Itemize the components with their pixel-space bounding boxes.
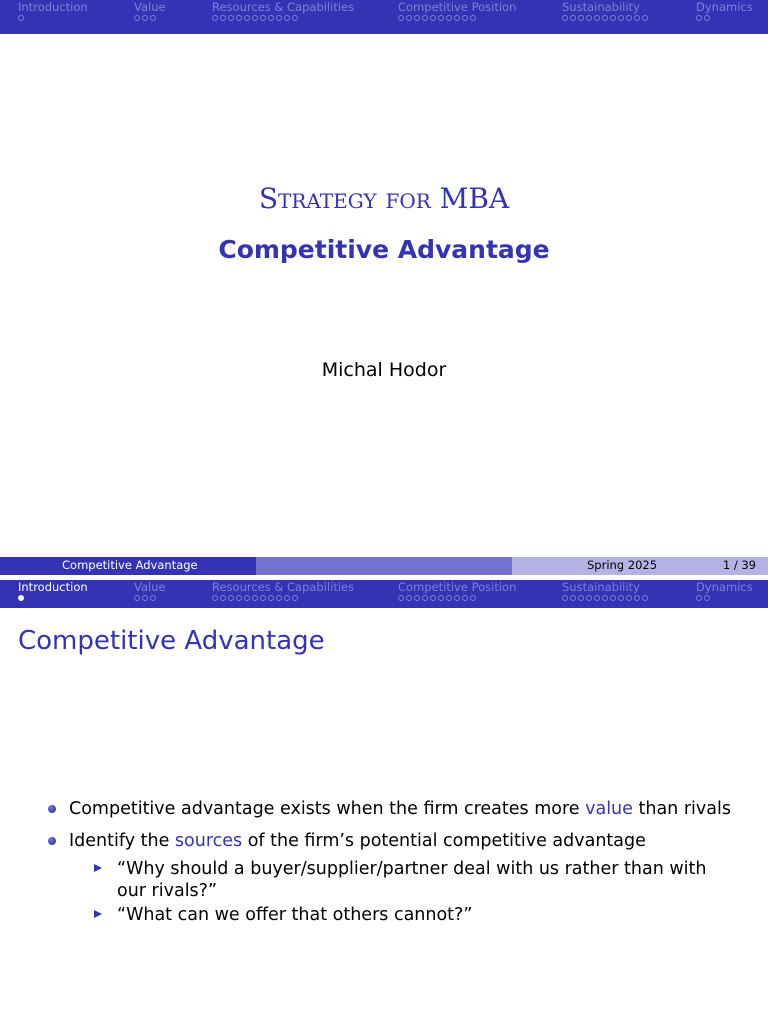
footer-short-title: Competitive Advantage <box>62 558 198 572</box>
nav-section-dynamics[interactable]: Dynamics <box>696 581 753 601</box>
highlight-sources: sources <box>174 831 243 851</box>
nav-section-competitive-position[interactable]: Competitive Position <box>398 581 516 601</box>
content-slide <box>0 580 768 1024</box>
nav-frame-dots <box>696 15 753 21</box>
nav-section-sustainability[interactable]: Sustainability <box>562 581 648 601</box>
nav-section-value[interactable]: Value <box>134 581 166 601</box>
nav-frame-dots <box>562 595 648 601</box>
nav-frame-dots <box>212 595 354 601</box>
nav-section-resources[interactable]: Resources & Capabilities <box>212 1 354 21</box>
footer-author-box <box>256 557 512 575</box>
section-navigation-bar <box>0 580 768 608</box>
nav-section-introduction[interactable]: Introduction <box>18 1 88 21</box>
author-name: Michal Hodor <box>321 359 447 381</box>
current-frame-dot <box>18 595 24 601</box>
nav-frame-dots <box>18 595 88 601</box>
sub-bullet-item: “What can we offer that others cannot?” <box>94 904 724 926</box>
footer-date: Spring 2025 <box>587 558 658 572</box>
sub-bullet-item: “Why should a buyer/supplier/partner deal with us rather than with our rivals?” <box>94 858 724 902</box>
presentation-subtitle: Competitive Advantage <box>218 235 550 264</box>
highlight-value: value <box>585 799 633 819</box>
nav-section-resources[interactable]: Resources & Capabilities <box>212 581 354 601</box>
nav-frame-dots <box>134 595 166 601</box>
bullet-item: Identify the sources of the firm’s potential competitive advantage <box>48 830 748 852</box>
nav-frame-dots <box>134 15 166 21</box>
nav-frame-dots <box>212 15 354 21</box>
nav-section-competitive-position[interactable]: Competitive Position <box>398 1 516 21</box>
nav-frame-dots <box>398 15 516 21</box>
frame-title: Competitive Advantage <box>18 626 325 656</box>
nav-section-dynamics[interactable]: Dynamics <box>696 1 753 21</box>
footer-title-box <box>0 557 256 575</box>
nav-frame-dots <box>696 595 753 601</box>
nav-frame-dots <box>18 15 88 21</box>
nav-frame-dots <box>562 15 648 21</box>
section-navigation-bar <box>0 0 768 34</box>
nav-section-introduction[interactable]: Introduction <box>18 581 88 601</box>
nav-frame-dots <box>398 595 516 601</box>
nav-section-value[interactable]: Value <box>134 1 166 21</box>
presentation-title: Strategy for MBA <box>258 182 510 215</box>
page-number: 1 / 39 <box>722 558 756 572</box>
slide-footer <box>0 557 768 575</box>
nav-section-sustainability[interactable]: Sustainability <box>562 1 648 21</box>
bullet-item: Competitive advantage exists when the firm creates more value than rivals <box>48 798 748 820</box>
footer-info-box <box>512 557 768 575</box>
